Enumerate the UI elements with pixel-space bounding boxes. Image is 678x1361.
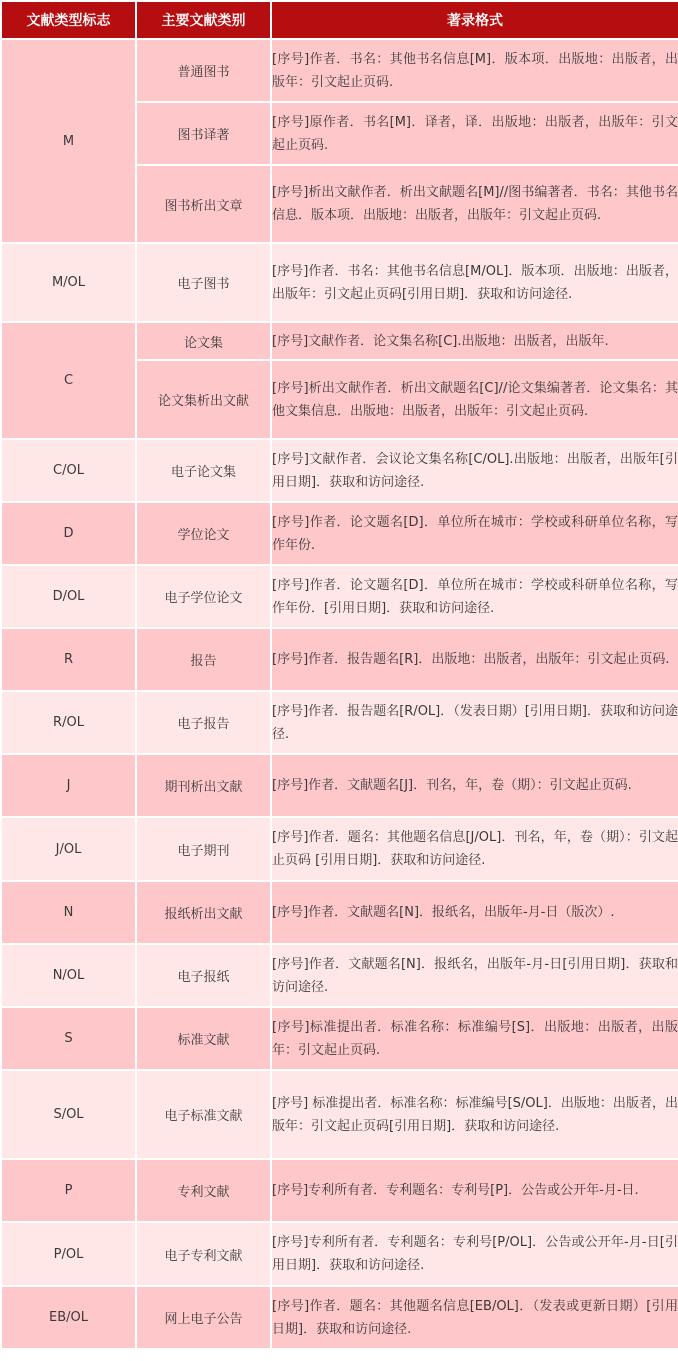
type-cell: D <box>1 502 136 565</box>
table-row <box>1 754 678 817</box>
table-row <box>1 691 678 754</box>
format-cell: [序号]作者．文献题名[N]．报纸名，出版年-月-日[引用日期]．获取和访问途径. <box>271 944 678 1007</box>
table-row <box>1 817 678 881</box>
type-cell: P <box>1 1159 136 1222</box>
format-cell: [序号]作者．报告题名[R]．出版地：出版者，出版年：引文起止页码. <box>271 628 678 691</box>
format-cell: [序号]标准提出者．标准名称：标准编号[S]．出版地：出版者，出版年：引文起止页码. <box>271 1007 678 1070</box>
category-cell: 电子论文集 <box>136 439 271 502</box>
format-cell: [序号]作者．论文题名[D]．单位所在城市：学校或科研单位名称，写作年份. <box>271 502 678 565</box>
category-cell: 报告 <box>136 628 271 691</box>
format-cell: [序号]原作者．书名[M]．译者，译．出版地：出版者，出版年：引文起止页码. <box>271 102 678 165</box>
format-cell: [序号]专利所有者．专利题名：专利号[P/OL]．公告或公开年-月-日[引用日期]．获取和访问途径. <box>271 1222 678 1286</box>
category-cell: 专利文献 <box>136 1159 271 1222</box>
category-cell: 论文集析出文献 <box>136 360 271 439</box>
category-cell: 期刊析出文献 <box>136 754 271 817</box>
table-row <box>1 1286 678 1349</box>
type-cell: R/OL <box>1 691 136 754</box>
format-cell: [序号] 标准提出者．标准名称：标准编号[S/OL]．出版地：出版者，出版年：引文起止页码[引用日期]．获取和访问途径. <box>271 1070 678 1159</box>
header-format: 著录格式 <box>271 1 678 39</box>
category-cell: 电子学位论文 <box>136 565 271 628</box>
table-row <box>1 1222 678 1286</box>
header-row <box>1 1 678 39</box>
category-cell: 网上电子公告 <box>136 1286 271 1349</box>
type-cell: S/OL <box>1 1070 136 1159</box>
type-cell: J <box>1 754 136 817</box>
type-cell: EB/OL <box>1 1286 136 1349</box>
table-row <box>1 944 678 1007</box>
category-cell: 学位论文 <box>136 502 271 565</box>
category-cell: 普通图书 <box>136 39 271 102</box>
format-cell: [序号]作者．报告题名[R/OL]．（发表日期）[引用日期]．获取和访问途径. <box>271 691 678 754</box>
format-cell: [序号]作者．论文题名[D]．单位所在城市：学校或科研单位名称，写作年份．[引用日期]．获取和访问途径. <box>271 565 678 628</box>
format-cell: [序号]作者．书名：其他书名信息[M]．版本项．出版地：出版者，出版年：引文起止页码. <box>271 39 678 102</box>
table-row <box>1 322 678 360</box>
table-row <box>1 628 678 691</box>
category-cell: 电子报纸 <box>136 944 271 1007</box>
format-cell: [序号]析出文献作者．析出文献题名[M]//图书编著者．书名：其他书名信息．版本项．出版地：出版者，出版年：引文起止页码. <box>271 165 678 243</box>
type-cell: C/OL <box>1 439 136 502</box>
format-cell: [序号]专利所有者．专利题名：专利号[P]．公告或公开年-月-日. <box>271 1159 678 1222</box>
category-cell: 电子图书 <box>136 243 271 322</box>
category-cell: 电子期刊 <box>136 817 271 881</box>
format-cell: [序号]作者．文献题名[N]．报纸名，出版年-月-日（版次）. <box>271 881 678 944</box>
table-row <box>1 243 678 322</box>
format-cell: [序号]作者．题名：其他题名信息[J/OL]．刊名，年，卷（期）：引文起止页码 [引用日期]．获取和访问途径. <box>271 817 678 881</box>
format-cell: [序号]文献作者．论文集名称[C].出版地：出版者，出版年. <box>271 322 678 360</box>
format-cell: [序号]作者．题名：其他题名信息[EB/OL]．（发表或更新日期）[引用日期]．获取和访问途径. <box>271 1286 678 1349</box>
table-row <box>1 39 678 102</box>
category-cell: 图书析出文章 <box>136 165 271 243</box>
type-cell: J/OL <box>1 817 136 881</box>
category-cell: 论文集 <box>136 322 271 360</box>
table-row <box>1 1007 678 1070</box>
table-row <box>1 881 678 944</box>
table-row <box>1 439 678 502</box>
table-row <box>1 565 678 628</box>
format-cell: [序号]文献作者．会议论文集名称[C/OL].出版地：出版者，出版年[引用日期]．获取和访问途径. <box>271 439 678 502</box>
table-row <box>1 502 678 565</box>
header-type: 文献类型标志 <box>1 1 136 39</box>
table-row <box>1 1159 678 1222</box>
type-cell: M/OL <box>1 243 136 322</box>
format-cell: [序号]析出文献作者．析出文献题名[C]//论文集编著者．论文集名：其他文集信息．出版地：出版者，出版年：引文起止页码. <box>271 360 678 439</box>
category-cell: 报纸析出文献 <box>136 881 271 944</box>
category-cell: 图书译著 <box>136 102 271 165</box>
type-cell: N <box>1 881 136 944</box>
category-cell: 电子专利文献 <box>136 1222 271 1286</box>
type-cell: R <box>1 628 136 691</box>
format-cell: [序号]作者．书名：其他书名信息[M/OL]．版本项．出版地：出版者，出版年：引文起止页码[引用日期]．获取和访问途径. <box>271 243 678 322</box>
table-row <box>1 1070 678 1159</box>
category-cell: 电子报告 <box>136 691 271 754</box>
type-cell: P/OL <box>1 1222 136 1286</box>
type-cell: C <box>1 322 136 439</box>
type-cell: M <box>1 39 136 243</box>
type-cell: D/OL <box>1 565 136 628</box>
category-cell: 标准文献 <box>136 1007 271 1070</box>
type-cell: S <box>1 1007 136 1070</box>
type-cell: N/OL <box>1 944 136 1007</box>
header-category: 主要文献类别 <box>136 1 271 39</box>
format-cell: [序号]作者．文献题名[J]．刊名，年，卷（期）：引文起止页码. <box>271 754 678 817</box>
category-cell: 电子标准文献 <box>136 1070 271 1159</box>
